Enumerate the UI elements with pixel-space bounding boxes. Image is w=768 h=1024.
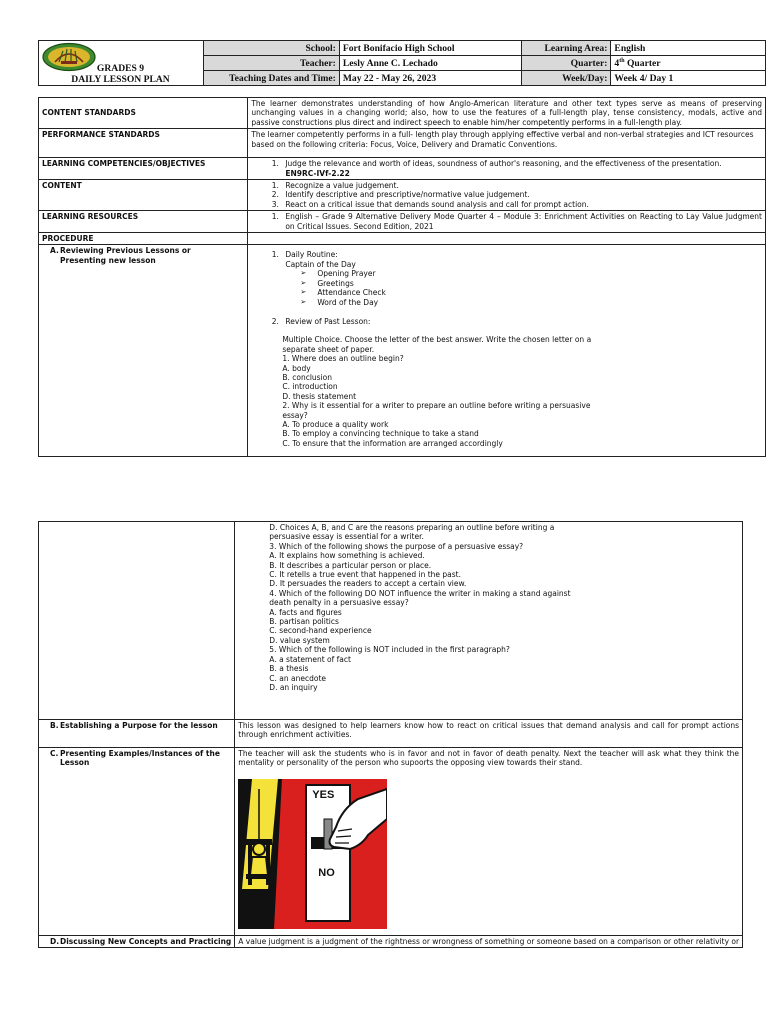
procedure-c-label: C. Presenting Examples/Instances of the Lesson xyxy=(50,749,220,768)
procedure-d-label-cell xyxy=(39,936,235,948)
resources-label: LEARNING RESOURCES xyxy=(39,211,248,233)
captain-label: Captain of the Day xyxy=(285,259,356,269)
list-item: ➢ Opening Prayer xyxy=(313,269,762,278)
performance-criteria-text: based on the following criteria: Focus, Voice, Delivery and Dramatic Conventions. xyxy=(251,139,558,149)
plan-title: DAILY LESSON PLAN xyxy=(71,74,170,85)
procedure-b-label: B. Establishing a Purpose for the lesson xyxy=(50,721,218,730)
procedure-empty-cell xyxy=(248,233,766,245)
header-title-cell xyxy=(39,41,204,86)
procedure-a-content xyxy=(248,245,766,457)
review-questions: Multiple Choice. Choose the letter of the best answer. Write the chosen letter on a separate sheet of paper. 1. Where does an outline begin? A. body B. conclusion C. introduction D. thesis statement 2. Why is it essential for a writer to prepare an outline before writing a persuasive essay? A. To produce a quality work B. To employ a convincing technique to take a stand C. To ensure that the information are arranged accordingly xyxy=(282,335,592,448)
death-penalty-illustration xyxy=(238,779,387,929)
competencies-cell xyxy=(248,158,766,180)
quarter-value: 4th Quarter xyxy=(611,56,766,71)
teacher-label: Teacher: xyxy=(203,56,339,71)
competency-code: EN9RC-IVf-2.22 xyxy=(285,168,350,178)
resources-cell xyxy=(248,211,766,233)
continued-label-cell xyxy=(39,522,235,720)
list-item: 1. Daily Routine: Captain of the Day ➢ Opening Prayer ➢ Greetings ➢ Attendance Check ➢ Word of the Day xyxy=(281,250,762,306)
yes-label: YES xyxy=(312,788,335,801)
list-item: 2. Review of Past Lesson: xyxy=(281,317,762,326)
procedure-b-text: This lesson was designed to help learners know how to react on critical issues that demand analysis and call for prompt actions through enrichment activities. xyxy=(235,720,743,748)
content-label: CONTENT xyxy=(39,180,248,211)
resources-list xyxy=(251,212,762,231)
performance-standards-label: PERFORMANCE STANDARDS xyxy=(39,129,248,158)
list-item: ➢ Attendance Check xyxy=(313,288,762,297)
dates-value: May 22 - May 26, 2023 xyxy=(339,71,521,86)
content-cell xyxy=(248,180,766,211)
content-standards-label: CONTENT STANDARDS xyxy=(39,98,248,129)
lesson-plan-table-continued xyxy=(38,521,743,948)
procedure-label: PROCEDURE xyxy=(39,233,248,245)
procedure-b-label-cell xyxy=(39,720,235,748)
procedure-c-label-cell xyxy=(39,748,235,936)
learning-area-label: Learning Area: xyxy=(521,41,611,56)
school-value: Fort Bonifacio High School xyxy=(339,41,521,56)
grade-title: GRADES 9 xyxy=(96,63,145,74)
routine-bullets xyxy=(285,269,762,307)
competencies-list xyxy=(251,159,762,168)
school-label: School: xyxy=(203,41,339,56)
procedure-c-content xyxy=(235,748,743,936)
procedure-d-label: D. Discussing New Concepts and Practicing xyxy=(50,937,232,946)
list-item: ➢ Word of the Day xyxy=(313,298,762,307)
list-item: ➢ Greetings xyxy=(313,279,762,288)
performance-standards-cell xyxy=(248,129,766,158)
electric-chair-switch-image xyxy=(238,779,387,929)
week-label: Week/Day: xyxy=(521,71,611,86)
procedure-c-text: The teacher will ask the students who is in favor and not in favor of death penalty. Next the teacher will ask what they think the mentality or personality of the person who supoorts the opposing view towards their stand. xyxy=(238,749,740,768)
no-label: NO xyxy=(318,866,335,879)
procedure-a-label-cell xyxy=(39,245,248,457)
week-value: Week 4/ Day 1 xyxy=(611,71,766,86)
continued-questions: D. Choices A, B, and C are the reasons preparing an outline before writing a persuasive essay is essential for a writer. 3. Which of the following shows the purpose of a persuasive essay? A. It explains how something is achieved. B. It describes a particular person or place. C. It retells a true event that happened in the past. D. It persuades the readers to accept a certain view. 4. Which of the following DO NOT influence the writer in making a stand against death penalty in a persuasive essay? A. facts and figures B. partisan politics C. second-hand experience D. value system 5. Which of the following is NOT included in the first paragraph? A. a statement of fact B. a thesis C. an anecdote D. an inquiry xyxy=(235,522,743,720)
header-table xyxy=(38,40,766,86)
dates-label: Teaching Dates and Time: xyxy=(203,71,339,86)
procedure-d-text: A value judgment is a judgment of the rightness or wrongness of something or someone based on a comparison or other relativity or xyxy=(235,936,743,948)
competencies-label: LEARNING COMPETENCIES/OBJECTIVES xyxy=(39,158,248,180)
procedure-a-label: A. Reviewing Previous Lessons or Presenting new lesson xyxy=(50,246,191,265)
list-item: 1. Recognize a value judgement. xyxy=(281,181,762,190)
routine-list xyxy=(251,250,762,326)
quarter-label: Quarter: xyxy=(521,56,611,71)
content-standards-text: The learner demonstrates understanding of how Anglo-American literature and other text types serve as means of preserving unchanging values in a changing world; also, how to use the features of a full-length play, tense consistency, modals, active and passive constructions plus direct and indirect speech to enable him/her competently performs in a full-length play. xyxy=(248,98,766,129)
lesson-plan-table xyxy=(38,97,766,457)
content-list xyxy=(251,181,762,209)
list-item: 3. React on a critical issue that demands sound analysis and call for prompt action. xyxy=(281,200,762,209)
list-item: 2. Identify descriptive and prescriptive/normative value judgement. xyxy=(281,190,762,199)
performance-standards-text: The learner competently performs in a full- length play through applying effective verbal and non-verbal strategies and ICT resources xyxy=(251,130,754,140)
list-item: 1. Judge the relevance and worth of ideas, soundness of author's reasoning, and the effectiveness of the presentation. xyxy=(281,159,762,168)
teacher-value: Lesly Anne C. Lechado xyxy=(339,56,521,71)
list-item: 1. English – Grade 9 Alternative Delivery Mode Quarter 4 – Module 3: Enrichment Activities on Reacting to Lay Value Judgment on Critical Issues. Second Edition, 2021 xyxy=(281,212,762,231)
learning-area-value: English xyxy=(611,41,766,56)
